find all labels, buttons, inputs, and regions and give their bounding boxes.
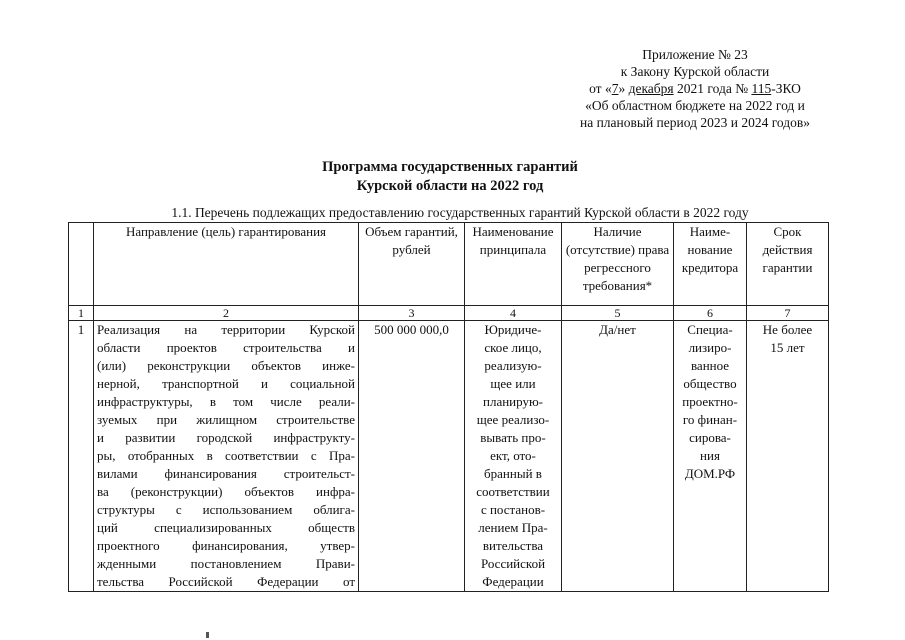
header-regress: Наличие (отсутствие) права регрессного требования* <box>562 223 674 306</box>
col-number: 1 <box>69 306 94 321</box>
row-term <box>747 321 829 592</box>
row-amount: 500 000 000,0 <box>359 321 465 592</box>
direction-text-line: структуры с использованием облига- <box>97 502 355 517</box>
document-title: Программа государственных гарантий Курской области на 2022 год <box>322 159 578 194</box>
direction-text-line: нерной, транспортной и социальной <box>97 376 355 391</box>
header-num <box>69 223 94 306</box>
appendix-law-title-1: «Об областном бюджете на 2022 год и <box>585 98 805 113</box>
principal-text-line: Федерации <box>482 574 544 589</box>
scan-mark <box>206 632 209 638</box>
principal-text-line: вительства <box>482 538 544 553</box>
creditor-text-line: ванное <box>690 358 730 373</box>
direction-text-line: жденными постановлением Прави- <box>97 556 355 571</box>
col-number: 7 <box>747 306 829 321</box>
appendix-number: Приложение № 23 <box>642 47 748 62</box>
creditor-text-line: сирова- <box>689 430 731 445</box>
direction-text-line: инфраструктуры, в том числе реали- <box>97 394 355 409</box>
principal-text-line: лением Пра- <box>478 520 548 535</box>
col-number: 2 <box>94 306 359 321</box>
direction-text-line: ций специализированных обществ <box>97 520 355 535</box>
term-text-line: 15 лет <box>770 340 805 355</box>
direction-text-line: зуемых при жилищном строительстве <box>97 412 355 427</box>
direction-text-line: тельства Российской Федерации от <box>97 574 355 589</box>
creditor-text-line: Специа- <box>687 322 733 337</box>
principal-text-line: реализую- <box>484 358 542 373</box>
header-creditor: Наиме-нование кредитора <box>674 223 747 306</box>
creditor-text-line: общество <box>683 376 737 391</box>
header-principal: Наименование принципала <box>465 223 562 306</box>
header-direction: Направление (цель) гарантирования <box>94 223 359 306</box>
creditor-text-line: ДОМ.РФ <box>684 466 736 481</box>
header-amount: Объем гарантий, рублей <box>359 223 465 306</box>
creditor-text-line: проектно- <box>682 394 738 409</box>
principal-text-line: с постанов- <box>480 502 546 517</box>
section-subtitle: 1.1. Перечень подлежащих предоставлению государственных гарантий Курской области в 2022 году <box>171 205 749 220</box>
principal-text-line: соответствии <box>476 484 550 499</box>
principal-text-line: щее или <box>490 376 536 391</box>
row-creditor <box>674 321 747 592</box>
direction-text-line: Реализация на территории Курской <box>97 322 355 337</box>
row-direction <box>94 321 359 592</box>
principal-text-line: бранный в <box>484 466 542 481</box>
principal-text-line: ект, ото- <box>490 448 536 463</box>
col-number: 3 <box>359 306 465 321</box>
col-number: 5 <box>562 306 674 321</box>
creditor-text-line: го финан- <box>682 412 738 427</box>
col-number: 4 <box>465 306 562 321</box>
row-regress: Да/нет <box>562 321 674 592</box>
direction-text-line: проектного финансирования, утвер- <box>97 538 355 553</box>
row-principal <box>465 321 562 592</box>
creditor-text-line: лизиро- <box>688 340 732 355</box>
term-text-line: Не более <box>762 322 813 337</box>
principal-text-line: Российской <box>480 556 546 571</box>
direction-text-line: ва (реконструкции) объектов инфра- <box>97 484 355 499</box>
principal-text-line: вывать про- <box>480 430 546 445</box>
appendix-header <box>530 46 860 131</box>
appendix-date: от «7» декабря 2021 года № 115-ЗКО <box>589 81 801 96</box>
appendix-law-title-2: на плановый период 2023 и 2024 годов» <box>579 115 810 130</box>
principal-text-line: щее реализо- <box>476 412 550 427</box>
creditor-text-line: ния <box>700 448 720 463</box>
principal-text-line: ское лицо, <box>484 340 542 355</box>
guarantees-table <box>68 222 829 592</box>
table-row <box>69 321 829 592</box>
principal-text-line: Юридиче- <box>484 322 542 337</box>
principal-text-line: планирую- <box>483 394 543 409</box>
direction-text-line: ры, отобранных в соответствии с Пра- <box>97 448 355 463</box>
table-header-row <box>69 223 829 306</box>
column-number-row <box>69 306 829 321</box>
header-term: Срок действия гарантии <box>747 223 829 306</box>
row-number: 1 <box>69 321 94 592</box>
direction-text-line: области проектов строительства и <box>97 340 355 355</box>
appendix-law: к Закону Курской области <box>620 64 770 79</box>
direction-text-line: вилами финансирования строительст- <box>97 466 355 481</box>
direction-text-line: и развитии городской инфраструкту- <box>97 430 355 445</box>
direction-text-line: (или) реконструкции объектов инже- <box>97 358 355 373</box>
col-number: 6 <box>674 306 747 321</box>
